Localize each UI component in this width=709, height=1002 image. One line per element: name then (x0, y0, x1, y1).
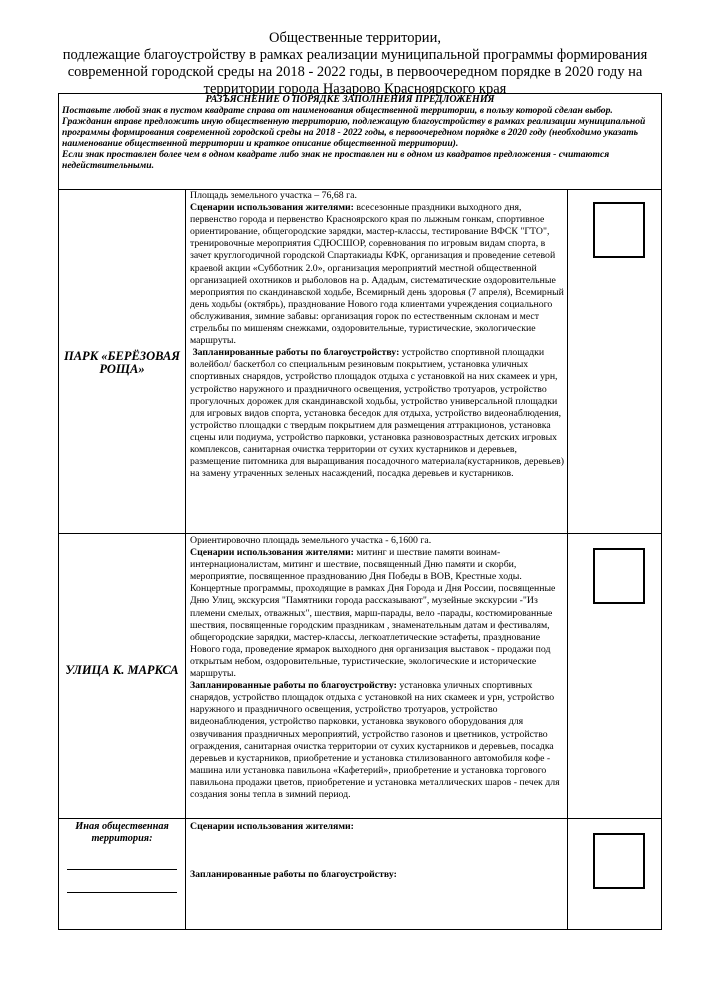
street-area: Ориентировочно площадь земельного участка - 6,1600 га. (190, 535, 432, 546)
ballot-table (58, 93, 662, 930)
territory-row-street (59, 534, 661, 819)
territory-row-other (59, 819, 661, 929)
title-line-1: Общественные территории, (269, 30, 441, 46)
park-area: Площадь земельного участка – 76,68 га. (190, 190, 357, 201)
other-territory-line-2[interactable] (67, 892, 177, 893)
street-scenarios-text: митинг и шествие памяти воинам-интернационалистам, митинг и шествие, посвященный Дню памяти и скорби, мероприятие, посвященное празднованию Дня Победы в ВОВ, Крестные ходы. Концертные программы, проходящие в рамках Дня Города и Дня России, посвященные Дню Улиц, экскурсия "Памятники города рассказывают", музейные экскурсии -"Из племени смелых, отважных", шествия, марш-парады, вело -парады, костюмированные шествия, посвященные городским праздникам , знаменательным датам и фестивалям, общегородские зарядки, мастер-классы, легкоатлетические эстафеты, празднование Нового года, проведение ярмарок выходного дня организация выставок - продажи под открытым небом, оздоровительные, туристические, экологические и исторические маршруты. (190, 547, 556, 680)
explanation-paragraph-2: Гражданин вправе предложить иную общественную территорию, подлежащую благоустройству в рамках реализации муниципальной программы формирования современной городской среды на 2018 - 2022 годы, в первоочередном порядке в 2020 году (необходимо указать наименование общественной территории и краткое описание общественной территории). (62, 116, 646, 149)
other-territory-label: Иная общественная территория: (75, 821, 169, 844)
park-scenarios-text: всесезонные праздники выходного дня, первенство города и первенство Красноярского края по лыжным гонкам, спортивное ориентирование, общегородские зарядки, мастер-классы, тестирование ВФСК "ГТО", тренировочные мероприятия СДЮСШОР, соревнования по игровым видам спорта, в зачет круглогодичной городской Спартакиады КФК, организация и проведение сетевой краевой акции «Субботник 2.0», организация мероприятий местной общественной организацией охотников и рыболовов на р. Ададым, систематические оздоровительные мероприятия по скандинавской ходьбе, Всемирный день здоровья (7 апреля), Всемирный день ходьбы (октябрь), празднование Нового года клиентами учреждения социального обслуживания, зимние забавы: организация горок по естественным склонам и мест стрельбы по мишеням снежками, оздоровительные, туристические, экологические маршруты. (190, 202, 564, 347)
checkbox-street[interactable] (593, 548, 645, 604)
park-works-label: Запланированные работы по благоустройству: (192, 347, 400, 359)
territory-row-park (59, 190, 661, 534)
explanation-heading: РАЗЪЯСНЕНИЕ О ПОРЯДКЕ ЗАПОЛНЕНИЯ ПРЕДЛОЖЕНИЯ (205, 94, 495, 105)
territory-description-park (190, 190, 566, 480)
territory-name-street: УЛИЦА К. МАРКСА (65, 663, 179, 677)
street-scenarios (190, 547, 566, 680)
park-works-text: устройство спортивной площадки волейбол/ баскетбол со специальным резиновым покрытием, установка уличных спортивных снарядов, устройство площадок отдыха с установкой на них скамеек и урн, устройство наружного и праздничного освещения, устройство тротуаров, устройство прогулочных дорожек для скандинавской ходьбы, устройство универсальной площадки для игровых видов спорта, установка беседок для отдыха, устройство видеонаблюдения, устройство площадки с твердым покрытием для размещения аттракционов, установка сцены или подиума, устройство парковки, установка разновозрастных детских игровых комплексов, санитарная очистка территории от сухих кустарников и деревьев, размещение питомника для выращивания посадочного материала(кустарников, деревьев) на замену утраченных зеленых насаждений, посадка деревьев и кустарников. (190, 347, 565, 480)
other-works-label: Запланированные работы по благоустройству: (190, 869, 397, 880)
street-works-label: Запланированные работы по благоустройству: (190, 680, 397, 692)
explanation-paragraph-3: Если знак проставлен более чем в одном квадрате либо знак не проставлен ни в одном из квадратов предложения - считаются недействительными. (62, 149, 610, 171)
page-title (30, 30, 680, 98)
park-scenarios (190, 202, 566, 347)
other-territory-line-1[interactable] (67, 869, 177, 870)
explanation-block (59, 94, 661, 190)
street-scenarios-label: Сценарии использования жителями: (190, 547, 354, 559)
territory-name-park: ПАРК «БЕРЁЗОВАЯ РОЩА» (64, 349, 180, 376)
other-scenarios-label: Сценарии использования жителями: (190, 821, 354, 832)
checkbox-park[interactable] (593, 202, 645, 258)
title-line-3: современной городской среды на 2018 - 2022 годы, в первоочередном порядке в 2020 году на (67, 64, 643, 80)
title-line-4: территории города Назарово Красноярского края (203, 81, 507, 97)
park-scenarios-label: Сценарии использования жителями: (190, 202, 354, 214)
park-works (190, 347, 566, 480)
street-works (190, 680, 566, 801)
street-works-text: установка уличных спортивных снарядов, устройство площадок отдыха с установкой на них скамеек и урн, устройство наружного и праздничного освещения, устройство тротуаров, устройство видеонаблюдения, устройство парковки, установка звукового оборудования для озвучивания праздничных мероприятий, устройство газонов и цветников, устройство ограждения, санитарная очистка территории от сухих кустарников и деревьев, посадка деревьев и кустарников, приобретение и установка стилизованного автомобиля кофе - машина или установка павильона «Кафетерий», приобретение и установка торгового павильона продажи цветов, приобретение и установка металлических шаров - печек для создания зоны тепла в зимний период. (190, 680, 560, 800)
checkbox-other[interactable] (593, 833, 645, 889)
territory-description-street (190, 535, 566, 801)
explanation-paragraph-1: Поставьте любой знак в пустом квадрате справа от наименования общественной территории, в пользу которой сделан выбор. (62, 105, 613, 116)
title-line-2: подлежащие благоустройству в рамках реализации муниципальной программы формирования (62, 47, 648, 63)
